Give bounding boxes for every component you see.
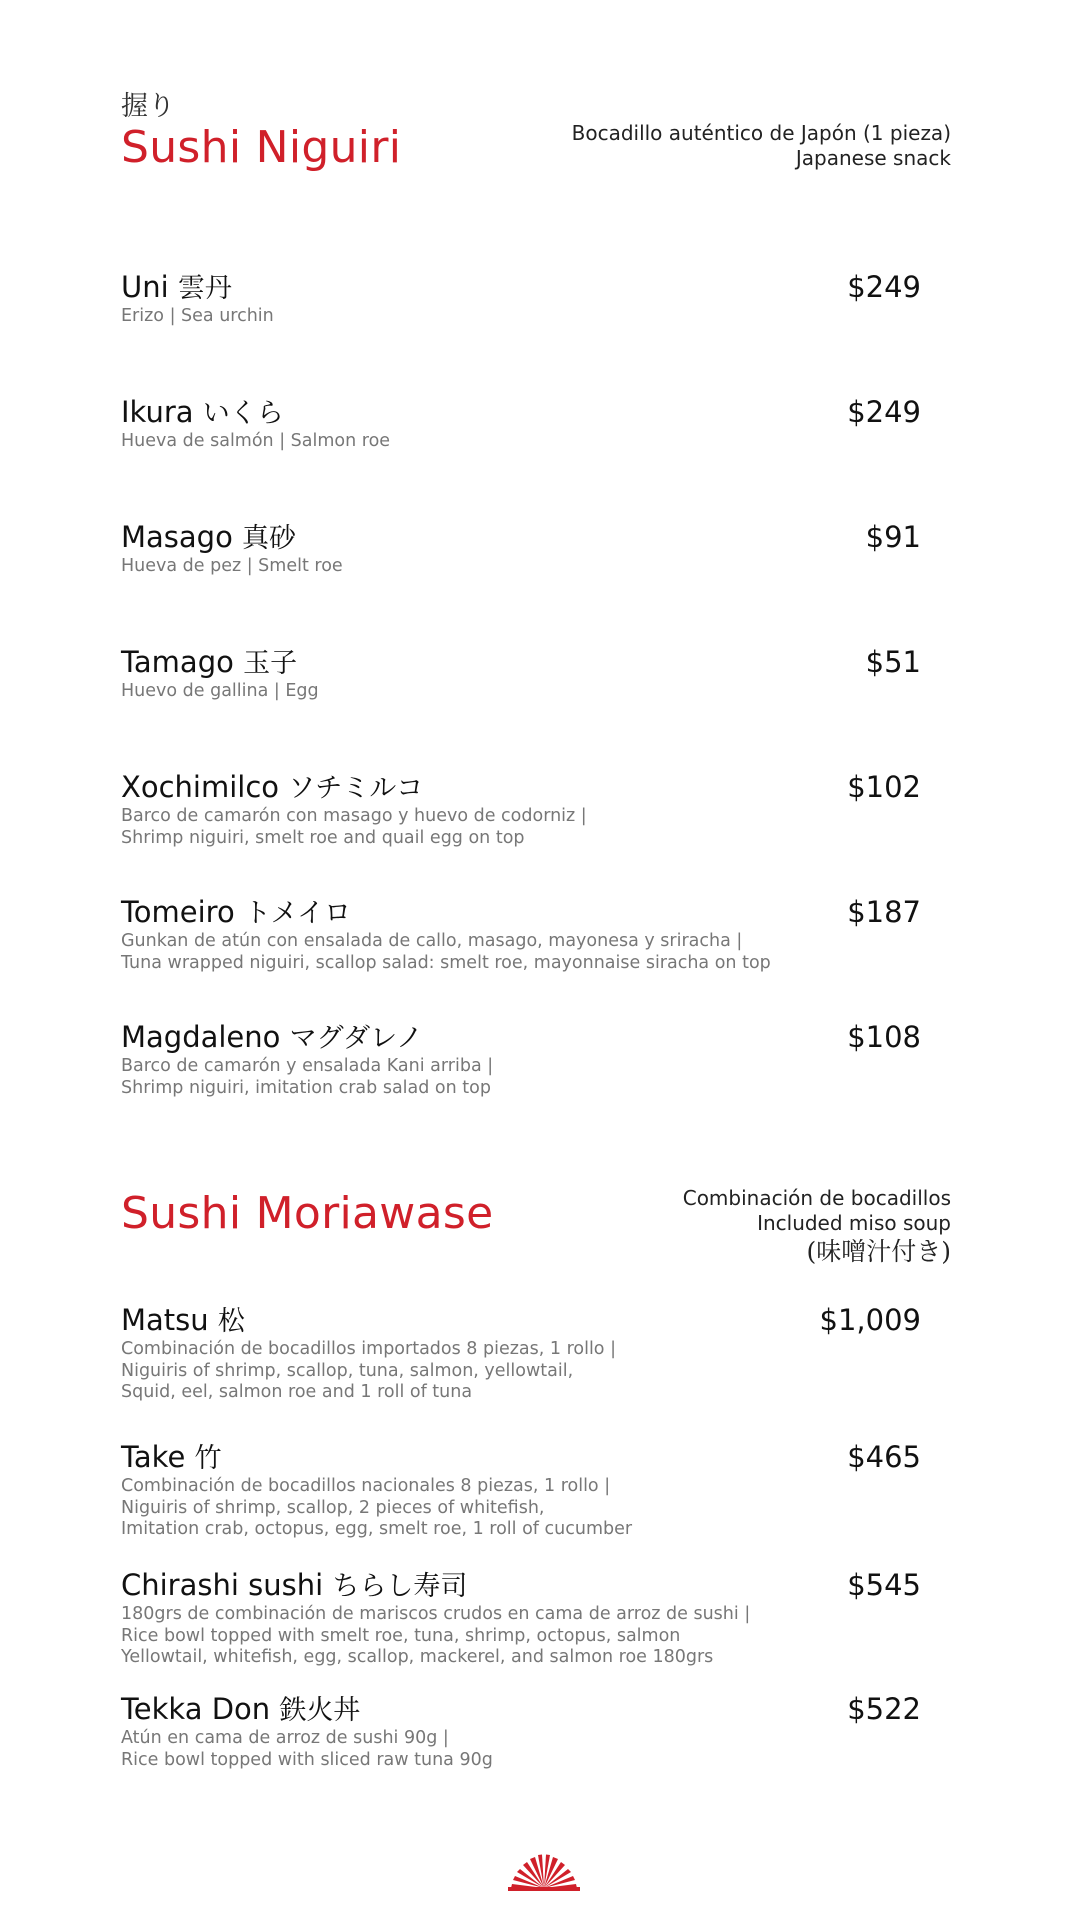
item-name: Matsu 松 <box>121 1303 245 1337</box>
item-price: $465 <box>847 1440 921 1474</box>
item-description: Huevo de gallina | Egg <box>121 681 319 701</box>
item-price: $51 <box>865 645 921 679</box>
item-description: Shrimp niguiri, smelt roe and quail egg on top <box>121 827 525 848</box>
item-name: Ikura いくら <box>121 395 284 429</box>
item-name: Magdaleno マグダレノ <box>121 1020 424 1054</box>
item-description: Hueva de pez | Smelt roe <box>121 556 343 576</box>
item-description: Combinación de bocadillos importados 8 piezas, 1 rollo | <box>121 1339 616 1359</box>
item-description: Shrimp niguiri, imitation crab salad on top <box>121 1077 491 1098</box>
section-kanji: 握り <box>121 91 175 122</box>
item-description: Rice bowl topped with smelt roe, tuna, shrimp, octopus, salmon <box>121 1625 681 1646</box>
item-price: $187 <box>847 895 921 929</box>
item-description: Squid, eel, salmon roe and 1 roll of tuna <box>121 1382 473 1402</box>
item-description: Atún en cama de arroz de sushi 90g | <box>121 1728 449 1748</box>
item-price: $249 <box>847 395 921 429</box>
item-name: Chirashi sushi ちらし寿司 <box>121 1568 468 1602</box>
item-description: Combinación de bocadillos nacionales 8 piezas, 1 rollo | <box>121 1476 611 1496</box>
section-note-line: Included miso soup <box>757 1211 951 1235</box>
item-price: $91 <box>865 520 921 554</box>
menu-item <box>121 895 921 974</box>
section-title: Sushi Niguiri <box>121 122 402 173</box>
item-description: Yellowtail, whitefish, egg, scallop, mackerel, and salmon roe 180grs <box>121 1647 714 1667</box>
section-note <box>572 121 951 171</box>
item-price: $522 <box>847 1692 921 1726</box>
item-description: Barco de camarón y ensalada Kani arriba | <box>121 1056 494 1076</box>
menu-item <box>121 1303 921 1404</box>
item-description: Rice bowl topped with sliced raw tuna 90g <box>121 1749 493 1770</box>
item-name: Xochimilco ソチミルコ <box>121 770 424 804</box>
item-name: Take 竹 <box>121 1440 222 1474</box>
menu-item <box>121 770 921 849</box>
item-description: Barco de camarón con masago y huevo de codorniz | <box>121 806 587 826</box>
item-description: Gunkan de atún con ensalada de callo, masago, mayonesa y sriracha | <box>121 931 743 951</box>
item-description: Niguiris of shrimp, scallop, tuna, salmon, yellowtail, <box>121 1360 574 1381</box>
section-note-line: Japanese snack <box>795 146 951 170</box>
menu-item <box>121 395 921 453</box>
item-description: Hueva de salmón | Salmon roe <box>121 431 391 451</box>
section-note-line: Bocadillo auténtico de Japón (1 pieza) <box>571 121 951 145</box>
item-price: $1,009 <box>819 1303 921 1337</box>
menu-item <box>121 1692 921 1771</box>
item-name: Tomeiro トメイロ <box>121 895 352 929</box>
menu-item <box>121 270 921 328</box>
section-header-niguiri <box>121 93 951 172</box>
item-price: $102 <box>847 770 921 804</box>
section-note <box>683 1186 951 1268</box>
item-name: Tamago 玉子 <box>121 645 298 679</box>
item-name: Uni 雲丹 <box>121 270 232 304</box>
section-note-line: Combinación de bocadillos <box>682 1186 951 1210</box>
menu-item <box>121 1440 921 1541</box>
section-title: Sushi Moriawase <box>121 1188 494 1239</box>
menu-item <box>121 520 921 578</box>
item-price: $545 <box>847 1568 921 1602</box>
section-header-moriawase <box>121 1186 951 1266</box>
menu-item <box>121 1020 921 1099</box>
item-description: Erizo | Sea urchin <box>121 306 274 326</box>
item-description: Niguiris of shrimp, scallop, 2 pieces of whitefish, <box>121 1497 545 1518</box>
menu-item <box>121 1568 921 1669</box>
item-description: Imitation crab, octopus, egg, smelt roe, 1 roll of cucumber <box>121 1519 633 1539</box>
item-name: Tekka Don 鉄火丼 <box>121 1692 361 1726</box>
section-note-japanese: (味噌汁付き) <box>806 1237 951 1266</box>
item-description: 180grs de combinación de mariscos crudos en cama de arroz de sushi | <box>121 1604 751 1624</box>
rising-sun-fan-icon <box>508 1853 580 1891</box>
item-description: Tuna wrapped niguiri, scallop salad: smelt roe, mayonnaise siracha on top <box>121 952 771 973</box>
item-name: Masago 真砂 <box>121 520 297 554</box>
item-price: $249 <box>847 270 921 304</box>
item-price: $108 <box>847 1020 921 1054</box>
menu-item <box>121 645 921 703</box>
